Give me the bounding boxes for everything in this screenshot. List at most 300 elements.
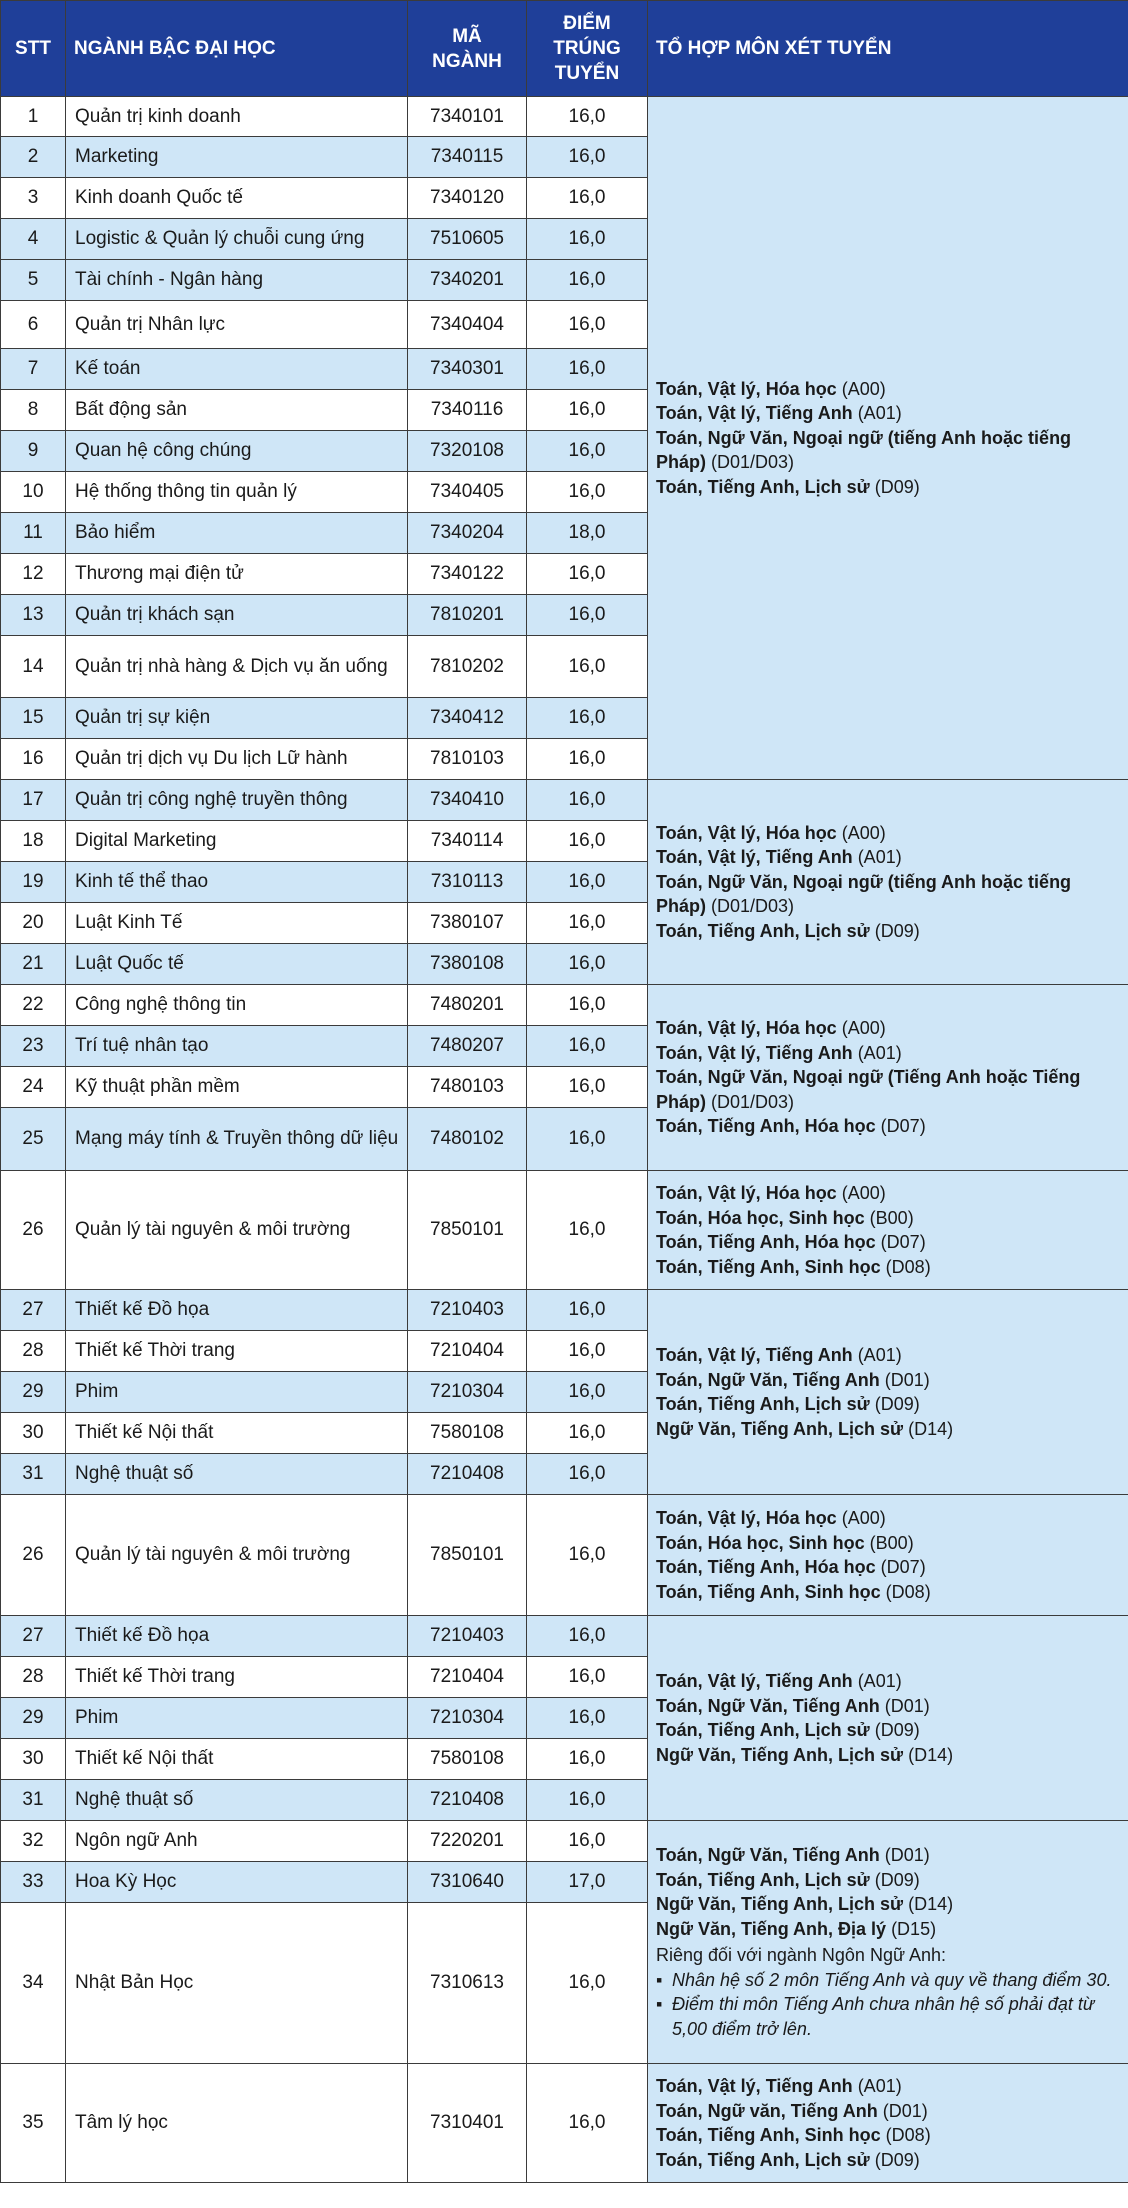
combination-subjects: Toán, Hóa học, Sinh học xyxy=(656,1532,865,1553)
row-score: 16,0 xyxy=(527,1108,648,1171)
combination-subjects: Toán, Tiếng Anh, Hóa học xyxy=(656,1232,876,1252)
header-subject-combination: TỔ HỢP MÔN XÉT TUYỂN xyxy=(648,1,1128,97)
row-major-code: 7210404 xyxy=(408,1331,527,1372)
combination-subjects: Toán, Hóa học, Sinh học xyxy=(656,1207,865,1228)
row-major-name: Thiết kế Nội thất xyxy=(66,1413,408,1454)
combination-line xyxy=(656,1555,1120,1580)
combination-subjects: Toán, Tiếng Anh, Sinh học xyxy=(656,1581,881,1602)
combination-code: (A01) xyxy=(852,1042,902,1063)
combination-line xyxy=(656,1743,1120,1768)
combination-line xyxy=(656,1892,1120,1917)
row-major-code: 7220201 xyxy=(408,1821,527,1862)
row-major-name: Logistic & Quản lý chuỗi cung ứng xyxy=(66,219,408,260)
row-stt: 31 xyxy=(1,1454,66,1495)
combination-line xyxy=(656,1694,1120,1719)
row-major-name: Thiết kế Đồ họa xyxy=(66,1290,408,1331)
row-major-name: Kỹ thuật phần mềm xyxy=(66,1067,408,1108)
combination-line xyxy=(656,401,1120,426)
combination-code: (B00) xyxy=(864,1532,914,1553)
row-score: 16,0 xyxy=(527,1616,648,1657)
row-stt: 26 xyxy=(1,1495,66,1616)
row-major-code: 7810202 xyxy=(408,636,527,698)
row-major-name: Bất động sản xyxy=(66,390,408,431)
row-stt: 24 xyxy=(1,1067,66,1108)
table-row xyxy=(1,97,1128,137)
row-major-code: 7850101 xyxy=(408,1495,527,1616)
combination-code: (D09) xyxy=(869,1720,920,1740)
row-score: 16,0 xyxy=(527,1372,648,1413)
row-score: 16,0 xyxy=(527,1331,648,1372)
english-note-title: Riêng đối với ngành Ngôn Ngữ Anh: xyxy=(656,1945,947,1965)
subject-combination-cell xyxy=(648,1821,1128,2064)
row-major-code: 7510605 xyxy=(408,219,527,260)
table-row xyxy=(1,1495,1128,1616)
row-score: 16,0 xyxy=(527,698,648,739)
row-stt: 21 xyxy=(1,944,66,985)
combination-line xyxy=(656,1669,1120,1694)
row-stt: 10 xyxy=(1,472,66,513)
combination-code: (D08) xyxy=(880,2125,931,2145)
row-major-name: Kế toán xyxy=(66,349,408,390)
combination-line xyxy=(656,870,1120,919)
combination-line xyxy=(656,919,1120,944)
table-row xyxy=(1,1290,1128,1331)
combination-subjects: Toán, Ngữ Văn, Ngoại ngữ (Tiếng Anh hoặc Tiếng Pháp) xyxy=(656,1067,1081,1112)
combination-code: (D01) xyxy=(879,1369,930,1390)
combination-code: (D09) xyxy=(869,920,920,941)
row-major-name: Quản trị Nhân lực xyxy=(66,301,408,349)
combination-line xyxy=(656,377,1120,402)
row-score: 16,0 xyxy=(527,944,648,985)
row-stt: 5 xyxy=(1,260,66,301)
combination-line xyxy=(656,1206,1120,1231)
row-major-code: 7340204 xyxy=(408,513,527,554)
combination-subjects: Toán, Tiếng Anh, Sinh học xyxy=(656,1256,881,1277)
row-major-code: 7850101 xyxy=(408,1171,527,1290)
row-stt: 34 xyxy=(1,1903,66,2064)
combination-subjects: Toán, Vật lý, Hóa học xyxy=(656,1183,837,1203)
row-major-code: 7210408 xyxy=(408,1454,527,1495)
combination-code: (D09) xyxy=(869,2149,920,2170)
row-score: 16,0 xyxy=(527,1067,648,1108)
row-score: 16,0 xyxy=(527,1413,648,1454)
combination-code: (A01) xyxy=(852,403,902,424)
row-stt: 12 xyxy=(1,554,66,595)
row-stt: 8 xyxy=(1,390,66,431)
row-score: 16,0 xyxy=(527,903,648,944)
combination-subjects: Ngữ Văn, Tiếng Anh, Lịch sử xyxy=(656,1418,904,1439)
combination-subjects: Toán, Ngữ Văn, Tiếng Anh xyxy=(656,1845,880,1865)
combination-code: (D09) xyxy=(869,1394,920,1414)
row-score: 16,0 xyxy=(527,1026,648,1067)
row-stt: 15 xyxy=(1,698,66,739)
row-stt: 30 xyxy=(1,1413,66,1454)
header-score-line3: TUYỂN xyxy=(554,63,620,84)
row-major-code: 7810103 xyxy=(408,739,527,780)
row-stt: 32 xyxy=(1,1821,66,1862)
row-stt: 3 xyxy=(1,178,66,219)
row-stt: 17 xyxy=(1,780,66,821)
subject-combination-cell xyxy=(648,780,1128,985)
subject-combination-cell xyxy=(648,985,1128,1171)
combination-subjects: Toán, Vật lý, Tiếng Anh xyxy=(656,403,853,424)
combination-code: (A01) xyxy=(852,2076,902,2096)
row-major-name: Luật Quốc tế xyxy=(66,944,408,985)
row-score: 16,0 xyxy=(527,1171,648,1290)
row-major-name: Quản trị khách sạn xyxy=(66,595,408,636)
combination-line xyxy=(656,1368,1120,1393)
combination-code: (A01) xyxy=(852,847,902,868)
row-stt: 28 xyxy=(1,1657,66,1698)
combination-code: (D14) xyxy=(903,1744,954,1765)
row-major-name: Công nghệ thông tin xyxy=(66,985,408,1026)
combination-line xyxy=(656,1065,1120,1114)
combination-subjects: Toán, Vật lý, Hóa học xyxy=(656,1508,837,1528)
row-score: 16,0 xyxy=(527,821,648,862)
row-major-name: Kinh doanh Quốc tế xyxy=(66,178,408,219)
row-score: 16,0 xyxy=(527,1698,648,1739)
row-major-name: Quản lý tài nguyên & môi trường xyxy=(66,1495,408,1616)
header-stt: STT xyxy=(1,1,66,97)
row-stt: 28 xyxy=(1,1331,66,1372)
combination-subjects: Toán, Vật lý, Tiếng Anh xyxy=(656,1345,853,1365)
subject-combination-cell xyxy=(648,1495,1128,1616)
row-major-name: Tâm lý học xyxy=(66,2064,408,2183)
combination-code: (D01/D03) xyxy=(706,896,795,917)
row-major-code: 7210304 xyxy=(408,1372,527,1413)
row-stt: 27 xyxy=(1,1290,66,1331)
row-stt: 4 xyxy=(1,219,66,260)
english-note-bullet: ▪ Điểm thi môn Tiếng Anh chưa nhân hệ số phải đạt từ 5,00 điểm trở lên. xyxy=(656,1992,1120,2041)
row-stt: 25 xyxy=(1,1108,66,1171)
combination-line xyxy=(656,1580,1120,1605)
row-score: 16,0 xyxy=(527,349,648,390)
combination-line xyxy=(656,821,1120,846)
combination-line xyxy=(656,2123,1120,2148)
table-header-row xyxy=(1,1,1128,97)
row-major-name: Hoa Kỳ Học xyxy=(66,1862,408,1903)
row-score: 16,0 xyxy=(527,862,648,903)
row-stt: 6 xyxy=(1,301,66,349)
combination-code: (A01) xyxy=(852,1345,902,1365)
row-major-name: Mạng máy tính & Truyền thông dữ liệu xyxy=(66,1108,408,1171)
subject-combination-cell xyxy=(648,1171,1128,1290)
combination-line xyxy=(656,1392,1120,1417)
combination-line xyxy=(656,1181,1120,1206)
combination-code: (D07) xyxy=(875,1232,926,1252)
combination-line xyxy=(656,1718,1120,1743)
row-major-code: 7340120 xyxy=(408,178,527,219)
table-row xyxy=(1,780,1128,821)
combination-line xyxy=(656,845,1120,870)
combination-subjects: Toán, Vật lý, Tiếng Anh xyxy=(656,2076,853,2096)
row-stt: 11 xyxy=(1,513,66,554)
row-major-name: Quản trị nhà hàng & Dịch vụ ăn uống xyxy=(66,636,408,698)
row-score: 16,0 xyxy=(527,301,648,349)
table-row xyxy=(1,1171,1128,1290)
row-major-code: 7210403 xyxy=(408,1616,527,1657)
row-major-code: 7340405 xyxy=(408,472,527,513)
row-major-name: Bảo hiểm xyxy=(66,513,408,554)
subject-combination-cell xyxy=(648,1290,1128,1495)
row-major-code: 7340412 xyxy=(408,698,527,739)
combination-subjects: Toán, Vật lý, Hóa học xyxy=(656,822,837,843)
row-major-code: 7380108 xyxy=(408,944,527,985)
row-major-code: 7580108 xyxy=(408,1413,527,1454)
combination-code: (D01) xyxy=(879,1695,930,1716)
row-major-name: Thiết kế Thời trang xyxy=(66,1657,408,1698)
combination-subjects: Toán, Tiếng Anh, Hóa học xyxy=(656,1116,876,1137)
combination-subjects: Toán, Vật lý, Tiếng Anh xyxy=(656,1042,853,1063)
row-score: 16,0 xyxy=(527,431,648,472)
combination-line xyxy=(656,1230,1120,1255)
header-score-line1: ĐIỂM xyxy=(563,13,611,34)
header-score-line2: TRÚNG xyxy=(553,38,621,59)
row-stt: 18 xyxy=(1,821,66,862)
row-score: 16,0 xyxy=(527,1290,648,1331)
row-stt: 9 xyxy=(1,431,66,472)
row-score: 16,0 xyxy=(527,390,648,431)
combination-code: (B00) xyxy=(864,1207,914,1228)
row-major-name: Digital Marketing xyxy=(66,821,408,862)
row-major-name: Quản trị dịch vụ Du lịch Lữ hành xyxy=(66,739,408,780)
combination-code: (D01) xyxy=(877,2100,928,2121)
row-score: 16,0 xyxy=(527,780,648,821)
row-major-code: 7340114 xyxy=(408,821,527,862)
subject-combination-cell xyxy=(648,2064,1128,2183)
combination-subjects: Toán, Ngữ Văn, Tiếng Anh xyxy=(656,1369,880,1390)
row-major-code: 7340116 xyxy=(408,390,527,431)
row-score: 16,0 xyxy=(527,1780,648,1821)
table-row xyxy=(1,2064,1128,2183)
row-major-name: Quản trị sự kiện xyxy=(66,698,408,739)
row-major-code: 7310640 xyxy=(408,1862,527,1903)
combination-subjects: Toán, Tiếng Anh, Lịch sử xyxy=(656,1394,870,1414)
row-major-code: 7340122 xyxy=(408,554,527,595)
combination-line xyxy=(656,1114,1120,1139)
row-score: 16,0 xyxy=(527,97,648,137)
combination-line xyxy=(656,2099,1120,2124)
combination-code: (A00) xyxy=(836,1018,886,1039)
combination-code: (D15) xyxy=(886,1918,937,1939)
combination-subjects: Toán, Vật lý, Tiếng Anh xyxy=(656,847,853,868)
combination-line xyxy=(656,1531,1120,1556)
row-score: 16,0 xyxy=(527,1495,648,1616)
combination-subjects: Toán, Vật lý, Hóa học xyxy=(656,378,837,399)
row-stt: 16 xyxy=(1,739,66,780)
row-score: 17,0 xyxy=(527,1862,648,1903)
row-stt: 19 xyxy=(1,862,66,903)
row-major-name: Marketing xyxy=(66,137,408,178)
combination-code: (A00) xyxy=(836,1508,886,1528)
combination-line xyxy=(656,2074,1120,2099)
english-note-bullet: ▪ Nhân hệ số 2 môn Tiếng Anh và quy về thang điểm 30. xyxy=(656,1968,1120,1993)
combination-code: (D07) xyxy=(875,1557,926,1577)
row-major-code: 7480207 xyxy=(408,1026,527,1067)
row-stt: 33 xyxy=(1,1862,66,1903)
row-major-code: 7480103 xyxy=(408,1067,527,1108)
combination-subjects: Toán, Ngữ Văn, Ngoại ngữ (tiếng Anh hoặc tiếng Pháp) xyxy=(656,871,1072,917)
row-stt: 29 xyxy=(1,1698,66,1739)
combination-code: (D14) xyxy=(903,1418,954,1439)
combination-line xyxy=(656,1868,1120,1893)
table-row xyxy=(1,1821,1128,1862)
row-major-name: Nhật Bản Học xyxy=(66,1903,408,2064)
row-major-name: Quan hệ công chúng xyxy=(66,431,408,472)
row-major-name: Quản lý tài nguyên & môi trường xyxy=(66,1171,408,1290)
combination-code: (D01/D03) xyxy=(706,1091,795,1112)
combination-code: (D01) xyxy=(879,1845,930,1865)
row-major-code: 7340101 xyxy=(408,97,527,137)
combination-code: (A00) xyxy=(836,1183,886,1203)
combination-subjects: Ngữ Văn, Tiếng Anh, Lịch sử xyxy=(656,1744,904,1765)
combination-line xyxy=(656,1343,1120,1368)
row-stt: 29 xyxy=(1,1372,66,1413)
combination-code: (D08) xyxy=(880,1581,931,1602)
row-major-name: Ngôn ngữ Anh xyxy=(66,1821,408,1862)
row-major-code: 7340410 xyxy=(408,780,527,821)
row-major-code: 7310113 xyxy=(408,862,527,903)
combination-code: (A00) xyxy=(836,822,886,843)
row-score: 16,0 xyxy=(527,636,648,698)
combination-subjects: Toán, Tiếng Anh, Lịch sử xyxy=(656,920,870,941)
row-major-name: Thiết kế Thời trang xyxy=(66,1331,408,1372)
combination-subjects: Ngữ Văn, Tiếng Anh, Địa lý xyxy=(656,1918,887,1939)
row-score: 16,0 xyxy=(527,2064,648,2183)
row-stt: 31 xyxy=(1,1780,66,1821)
combination-code: (D09) xyxy=(869,1869,920,1890)
row-score: 16,0 xyxy=(527,472,648,513)
row-major-name: Luật Kinh Tế xyxy=(66,903,408,944)
combination-line xyxy=(656,1255,1120,1280)
row-major-name: Trí tuệ nhân tạo xyxy=(66,1026,408,1067)
combination-line xyxy=(656,1843,1120,1868)
row-major-name: Nghệ thuật số xyxy=(66,1780,408,1821)
row-score: 16,0 xyxy=(527,595,648,636)
row-major-code: 7340301 xyxy=(408,349,527,390)
combination-line xyxy=(656,2148,1120,2173)
row-score: 16,0 xyxy=(527,1454,648,1495)
combination-subjects: Toán, Ngữ Văn, Ngoại ngữ (tiếng Anh hoặc tiếng Pháp) xyxy=(656,427,1072,473)
row-score: 16,0 xyxy=(527,1903,648,2064)
header-code-line2: NGÀNH xyxy=(432,50,502,72)
combination-line xyxy=(656,1917,1120,1942)
combination-subjects: Toán, Vật lý, Tiếng Anh xyxy=(656,1671,853,1691)
row-major-code: 7310401 xyxy=(408,2064,527,2183)
combination-subjects: Ngữ Văn, Tiếng Anh, Lịch sử xyxy=(656,1894,904,1914)
combination-code: (A00) xyxy=(836,378,886,399)
row-major-code: 7340201 xyxy=(408,260,527,301)
row-stt: 23 xyxy=(1,1026,66,1067)
row-major-name: Phim xyxy=(66,1698,408,1739)
combination-line xyxy=(656,1041,1120,1066)
row-stt: 7 xyxy=(1,349,66,390)
table-row xyxy=(1,1616,1128,1657)
table-row xyxy=(1,985,1128,1026)
row-stt: 22 xyxy=(1,985,66,1026)
row-stt: 20 xyxy=(1,903,66,944)
combination-line xyxy=(656,1016,1120,1041)
row-major-code: 7210403 xyxy=(408,1290,527,1331)
combination-line xyxy=(656,1506,1120,1531)
row-major-name: Nghệ thuật số xyxy=(66,1454,408,1495)
row-major-code: 7340404 xyxy=(408,301,527,349)
row-major-name: Thương mại điện tử xyxy=(66,554,408,595)
row-stt: 2 xyxy=(1,137,66,178)
header-major-name: NGÀNH BẬC ĐẠI HỌC xyxy=(66,1,408,97)
combination-subjects: Toán, Tiếng Anh, Lịch sử xyxy=(656,1720,870,1740)
row-score: 16,0 xyxy=(527,137,648,178)
row-score: 16,0 xyxy=(527,985,648,1026)
row-major-name: Quản trị kinh doanh xyxy=(66,97,408,137)
row-major-code: 7210304 xyxy=(408,1698,527,1739)
combination-code: (D09) xyxy=(869,476,920,497)
row-major-code: 7480102 xyxy=(408,1108,527,1171)
row-major-name: Tài chính - Ngân hàng xyxy=(66,260,408,301)
row-major-name: Hệ thống thông tin quản lý xyxy=(66,472,408,513)
combination-subjects: Toán, Tiếng Anh, Hóa học xyxy=(656,1557,876,1577)
row-score: 16,0 xyxy=(527,1657,648,1698)
row-major-name: Thiết kế Nội thất xyxy=(66,1739,408,1780)
row-score: 16,0 xyxy=(527,739,648,780)
combination-code: (D07) xyxy=(875,1116,926,1137)
header-major-code xyxy=(408,1,527,97)
combination-subjects: Toán, Ngữ văn, Tiếng Anh xyxy=(656,2100,878,2121)
combination-subjects: Toán, Tiếng Anh, Lịch sử xyxy=(656,1869,870,1890)
row-major-code: 7380107 xyxy=(408,903,527,944)
row-major-code: 7210404 xyxy=(408,1657,527,1698)
combination-line xyxy=(656,426,1120,475)
row-score: 16,0 xyxy=(527,260,648,301)
subject-combination-cell xyxy=(648,97,1128,780)
row-major-code: 7480201 xyxy=(408,985,527,1026)
row-major-code: 7320108 xyxy=(408,431,527,472)
header-code-line1: MÃ xyxy=(452,25,482,47)
row-score: 16,0 xyxy=(527,219,648,260)
combination-subjects: Toán, Tiếng Anh, Lịch sử xyxy=(656,476,870,497)
row-score: 18,0 xyxy=(527,513,648,554)
row-stt: 14 xyxy=(1,636,66,698)
row-score: 16,0 xyxy=(527,1821,648,1862)
row-stt: 1 xyxy=(1,97,66,137)
combination-subjects: Toán, Tiếng Anh, Lịch sử xyxy=(656,2149,870,2170)
combination-code: (D01/D03) xyxy=(706,452,795,473)
combination-code: (D08) xyxy=(880,1256,931,1277)
row-major-name: Quản trị công nghệ truyền thông xyxy=(66,780,408,821)
row-major-code: 7340115 xyxy=(408,137,527,178)
row-score: 16,0 xyxy=(527,178,648,219)
combination-line xyxy=(656,1417,1120,1442)
row-stt: 30 xyxy=(1,1739,66,1780)
row-stt: 26 xyxy=(1,1171,66,1290)
row-stt: 13 xyxy=(1,595,66,636)
row-major-code: 7810201 xyxy=(408,595,527,636)
row-major-name: Kinh tế thể thao xyxy=(66,862,408,903)
row-major-code: 7580108 xyxy=(408,1739,527,1780)
combination-code: (A01) xyxy=(852,1671,902,1691)
row-stt: 35 xyxy=(1,2064,66,2183)
combination-code: (D14) xyxy=(903,1894,954,1914)
combination-subjects: Toán, Vật lý, Hóa học xyxy=(656,1018,837,1039)
row-major-name: Phim xyxy=(66,1372,408,1413)
subject-combination-cell xyxy=(648,1616,1128,1821)
combination-subjects: Toán, Tiếng Anh, Sinh học xyxy=(656,2125,881,2145)
combination-line xyxy=(656,475,1120,500)
row-major-code: 7310613 xyxy=(408,1903,527,2064)
row-stt: 27 xyxy=(1,1616,66,1657)
row-major-code: 7210408 xyxy=(408,1780,527,1821)
row-major-name: Thiết kế Đồ họa xyxy=(66,1616,408,1657)
